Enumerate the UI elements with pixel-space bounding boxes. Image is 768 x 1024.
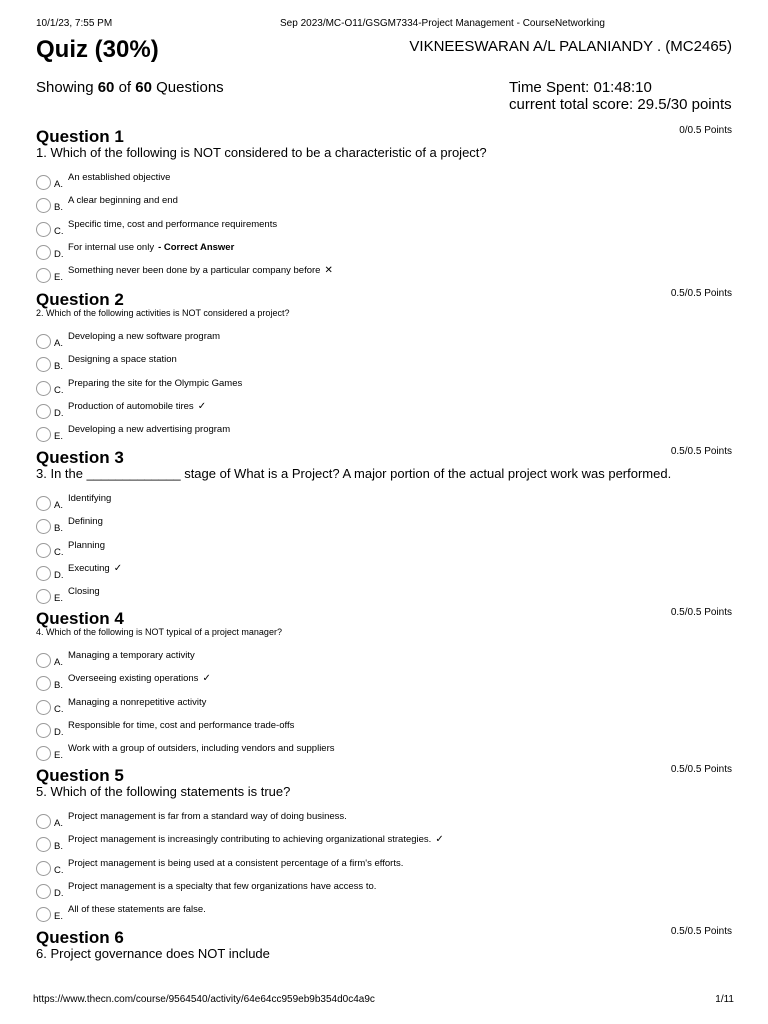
- question-points: 0.5/0.5 Points: [670, 446, 732, 457]
- time-spent: Time Spent: 01:48:10: [509, 79, 652, 96]
- question-points: 0.5/0.5 Points: [670, 607, 732, 618]
- option-label: Designing a space station: [68, 354, 177, 366]
- radio-button[interactable]: [36, 222, 51, 237]
- question-text: 1. Which of the following is NOT considered to be a characteristic of a project?: [36, 145, 487, 160]
- option-letter: E.: [54, 593, 63, 605]
- option-text: [68, 265, 333, 276]
- option-text: [68, 242, 234, 253]
- print-datetime: 10/1/23, 7:55 PM: [36, 18, 113, 29]
- option-label: Developing a new software program: [68, 331, 221, 342]
- option-label: Project management is increasingly contributing to achieving organizational strategies.: [68, 834, 432, 846]
- answer-option[interactable]: [36, 354, 732, 377]
- incorrect-x-icon: ✕: [324, 265, 333, 277]
- option-label: Something never been done by a particular company before: [68, 265, 321, 277]
- option-label: Preparing the site for the Olympic Games: [68, 377, 243, 389]
- radio-button[interactable]: [36, 268, 51, 283]
- answer-option[interactable]: [36, 195, 732, 218]
- option-label: Managing a nonrepetitive activity: [68, 696, 207, 708]
- option-label: Production of automobile tires: [68, 400, 194, 412]
- showing-prefix: Showing: [36, 79, 94, 96]
- answer-option[interactable]: [36, 242, 732, 265]
- option-label: Planning: [68, 539, 105, 551]
- question-block: [36, 448, 732, 609]
- option-text: [68, 540, 105, 551]
- student-name: VIKNEESWARAN A/L PALANIANDY . (MC2465): [409, 38, 732, 55]
- answer-option[interactable]: [36, 172, 732, 195]
- showing-total: 60: [135, 79, 152, 96]
- option-text: [68, 858, 403, 869]
- question-points: 0.5/0.5 Points: [670, 926, 732, 937]
- option-label: All of these statements are false.: [68, 904, 206, 916]
- option-letter: D.: [54, 887, 64, 899]
- option-text: [68, 834, 444, 845]
- print-doc-title: Sep 2023/MC-O11/GSGM7334-Project Management - CourseNetworking: [280, 18, 605, 29]
- answer-option[interactable]: [36, 697, 732, 720]
- radio-button[interactable]: [36, 861, 51, 876]
- radio-button[interactable]: [36, 334, 51, 349]
- option-letter: A.: [54, 657, 63, 668]
- option-text: [68, 424, 230, 435]
- question-text: 2. Which of the following activities is NOT considered a project?: [36, 308, 290, 318]
- option-letter: E.: [54, 431, 63, 443]
- radio-button[interactable]: [36, 543, 51, 558]
- radio-button[interactable]: [36, 700, 51, 715]
- option-letter: A.: [54, 338, 63, 349]
- page-url: https://www.thecn.com/course/9564540/activity/64e64cc959eb9b354d0c4a9c: [33, 994, 375, 1005]
- option-text: [68, 650, 195, 661]
- radio-button[interactable]: [36, 566, 51, 581]
- answer-option[interactable]: [36, 219, 732, 242]
- radio-button[interactable]: [36, 496, 51, 511]
- option-text: [68, 586, 100, 597]
- option-letter: E.: [54, 911, 63, 923]
- option-label: Specific time, cost and performance requirements: [68, 218, 278, 230]
- option-text: [68, 697, 206, 708]
- radio-button[interactable]: [36, 746, 51, 761]
- option-text: [68, 811, 347, 822]
- option-label: Responsible for time, cost and performance trade-offs: [68, 719, 295, 731]
- question-block: [36, 127, 732, 288]
- radio-button[interactable]: [36, 198, 51, 213]
- option-label: An established objective: [68, 172, 171, 183]
- option-label: Developing a new advertising program: [68, 424, 231, 436]
- question-title: Question 3: [36, 448, 124, 467]
- answer-option[interactable]: [36, 331, 732, 354]
- option-letter: A.: [54, 818, 63, 829]
- radio-button[interactable]: [36, 245, 51, 260]
- option-label: Defining: [68, 516, 103, 528]
- score-summary: [509, 79, 732, 113]
- option-text: [68, 743, 335, 754]
- option-letter: C.: [54, 225, 64, 237]
- answer-option[interactable]: [36, 650, 732, 673]
- radio-button[interactable]: [36, 676, 51, 691]
- option-letter: C.: [54, 864, 64, 876]
- question-title: Question 5: [36, 766, 124, 785]
- option-text: [68, 904, 206, 915]
- answer-option[interactable]: [36, 265, 732, 288]
- showing-of: of: [118, 79, 132, 96]
- option-label: Project management is being used at a consistent percentage of a firm's efforts.: [68, 857, 404, 869]
- answer-option[interactable]: [36, 881, 732, 904]
- checkmark-icon: ✓: [113, 562, 123, 574]
- print-footer: [0, 994, 768, 1008]
- answer-option[interactable]: [36, 720, 732, 743]
- radio-button[interactable]: [36, 907, 51, 922]
- quiz-title: Quiz (30%): [36, 36, 159, 63]
- question-text: 6. Project governance does NOT include: [36, 946, 270, 961]
- checkmark-icon: ✓: [202, 673, 211, 685]
- option-label: Work with a group of outsiders, including vendors and suppliers: [68, 743, 335, 755]
- radio-button[interactable]: [36, 381, 51, 396]
- question-text: 5. Which of the following statements is true?: [36, 784, 291, 799]
- option-letter: E.: [54, 272, 63, 284]
- option-letter: E.: [54, 750, 63, 762]
- answer-option[interactable]: [36, 858, 732, 881]
- question-points: 0/0.5 Points: [679, 125, 732, 136]
- option-letter: C.: [54, 546, 64, 558]
- radio-button[interactable]: [36, 884, 51, 899]
- option-text: [68, 331, 220, 342]
- question-count: [36, 79, 224, 96]
- showing-suffix: Questions: [156, 79, 224, 96]
- radio-button[interactable]: [36, 837, 51, 852]
- answer-option[interactable]: [36, 493, 732, 516]
- option-text: [68, 195, 178, 206]
- option-letter: B.: [54, 841, 63, 853]
- question-points: 0.5/0.5 Points: [670, 288, 732, 299]
- radio-button[interactable]: [36, 404, 51, 419]
- answer-option[interactable]: [36, 586, 732, 609]
- question-text: 3. In the _____________ stage of What is a Project? A major portion of the actual project work was performed.: [36, 466, 672, 481]
- option-text: [68, 378, 242, 389]
- option-label: Overseeing existing operations: [68, 673, 199, 685]
- checkmark-icon: ✓: [435, 834, 444, 846]
- option-text: [68, 673, 211, 684]
- option-letter: D.: [54, 726, 64, 738]
- option-letter: C.: [54, 384, 64, 396]
- answer-option[interactable]: [36, 563, 732, 586]
- option-label: Executing: [68, 562, 110, 574]
- option-text: [68, 493, 111, 504]
- option-label: For internal use only: [68, 241, 155, 253]
- option-label: Project management is far from a standard way of doing business.: [68, 811, 347, 822]
- question-block: [36, 290, 732, 447]
- print-header: [0, 18, 768, 32]
- option-text: [68, 720, 294, 731]
- option-label: Project management is a specialty that few organizations have access to.: [68, 880, 377, 892]
- option-letter: B.: [54, 202, 63, 214]
- radio-button[interactable]: [36, 357, 51, 372]
- option-text: [68, 563, 122, 574]
- option-text: [68, 516, 103, 527]
- answer-option[interactable]: [36, 904, 732, 927]
- option-letter: C.: [54, 703, 64, 715]
- answer-option[interactable]: [36, 811, 732, 834]
- option-label: Managing a temporary activity: [68, 650, 195, 661]
- question-title: Question 1: [36, 127, 124, 146]
- option-text: [68, 354, 177, 365]
- radio-button[interactable]: [36, 723, 51, 738]
- answer-option[interactable]: [36, 378, 732, 401]
- total-score: current total score: 29.5/30 points: [509, 96, 732, 113]
- question-text: 4. Which of the following is NOT typical of a project manager?: [36, 627, 282, 637]
- question-points: 0.5/0.5 Points: [670, 764, 732, 775]
- radio-button[interactable]: [36, 427, 51, 442]
- option-label: Identifying: [68, 493, 112, 504]
- answer-option[interactable]: [36, 401, 732, 424]
- radio-button[interactable]: [36, 653, 51, 668]
- question-block: [36, 928, 732, 963]
- radio-button[interactable]: [36, 814, 51, 829]
- question-title: Question 4: [36, 609, 124, 628]
- question-title: Question 2: [36, 290, 124, 309]
- option-letter: A.: [54, 179, 63, 190]
- answer-option[interactable]: [36, 743, 732, 766]
- option-text: [68, 881, 376, 892]
- option-letter: A.: [54, 500, 63, 511]
- radio-button[interactable]: [36, 589, 51, 604]
- option-text: [68, 401, 206, 412]
- question-block: [36, 609, 732, 766]
- option-letter: D.: [54, 569, 64, 581]
- option-letter: B.: [54, 523, 63, 535]
- option-letter: D.: [54, 248, 64, 260]
- question-block: [36, 766, 732, 927]
- radio-button[interactable]: [36, 519, 51, 534]
- option-text: [68, 219, 277, 230]
- option-label: A clear beginning and end: [68, 195, 178, 207]
- option-letter: B.: [54, 680, 63, 692]
- option-letter: D.: [54, 407, 64, 419]
- answer-option[interactable]: [36, 424, 732, 447]
- checkmark-icon: ✓: [197, 400, 207, 412]
- option-letter: B.: [54, 361, 63, 373]
- question-title: Question 6: [36, 928, 124, 947]
- option-text: [68, 172, 170, 183]
- showing-count: 60: [97, 79, 115, 96]
- page-number: 1/11: [715, 994, 734, 1005]
- answer-option[interactable]: [36, 540, 732, 563]
- answer-option[interactable]: [36, 673, 732, 696]
- correct-answer-note: - Correct Answer: [158, 241, 235, 253]
- answer-option[interactable]: [36, 834, 732, 857]
- answer-option[interactable]: [36, 516, 732, 539]
- radio-button[interactable]: [36, 175, 51, 190]
- option-label: Closing: [68, 586, 100, 598]
